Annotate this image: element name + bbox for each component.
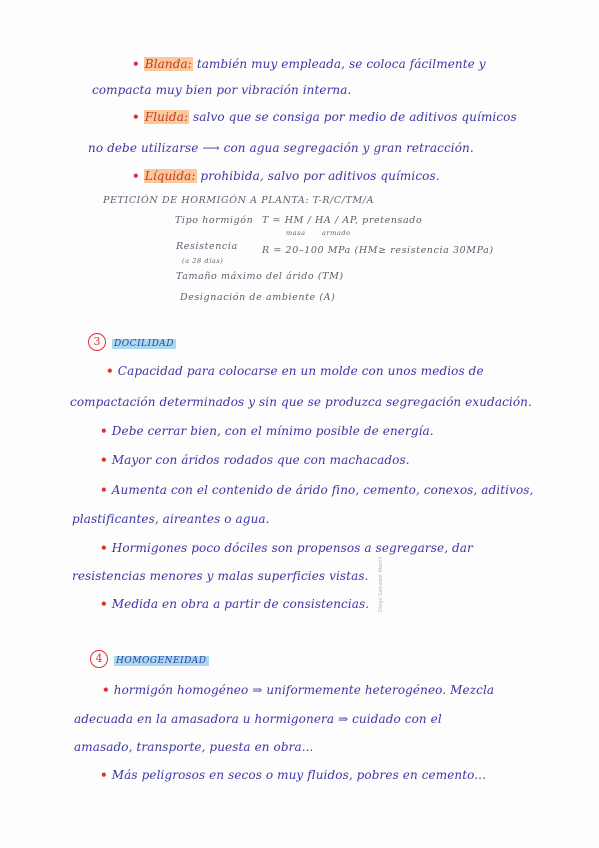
consistency-item-liquida [132, 170, 440, 182]
bullet-icon: • [100, 424, 108, 438]
section-title: DOCILIDAD [114, 338, 174, 349]
petition-row-label: Tipo hormigón [175, 215, 254, 226]
petition-row-value: T = HM / HA / AP, pretensado [262, 215, 423, 226]
section-number: 3 [88, 333, 106, 351]
section-line: adecuada en la amasadora u hormigonera ⇒ cuidado con el [74, 712, 442, 726]
section-line: compactación determinados y sin que se produzca segregación exudación. [70, 395, 532, 409]
consistency-label: Líquida: [144, 169, 196, 183]
section-line: resistencias menores y malas superficies vistas. [72, 569, 369, 583]
section-line: • Aumenta con el contenido de árido fino, cemento, conexos, aditivos, [100, 483, 534, 497]
section-heading-homogeneidad [90, 650, 209, 668]
section-line: • Medida en obra a partir de consistencias. [100, 597, 370, 611]
section-line: • Más peligrosos en secos o muy fluidos, pobres en cemento... [100, 768, 487, 782]
consistency-label: Blanda: [144, 57, 192, 71]
bullet-icon: • [100, 541, 108, 555]
consistency-continuation: compacta muy bien por vibración interna. [92, 83, 352, 97]
consistency-label: Fluida: [144, 110, 189, 124]
bullet-icon: • [132, 57, 140, 71]
section-title: HOMOGENEIDAD [116, 655, 207, 666]
margin-note: Diego Salvador Martín [378, 556, 384, 612]
section-line: • Hormigones poco dóciles son propensos a segregarse, dar [100, 541, 473, 555]
section-line: • Mayor con áridos rodados que con machacados. [100, 453, 410, 467]
bullet-icon: • [132, 110, 140, 124]
section-number: 4 [90, 650, 108, 668]
section-line: amasado, transporte, puesta en obra... [74, 740, 314, 754]
consistency-continuation: no debe utilizarse ⟶ con agua segregación y gran retracción. [88, 141, 474, 155]
section-line: • Debe cerrar bien, con el mínimo posible de energía. [100, 424, 434, 438]
consistency-text: prohibida, salvo por aditivos químicos. [196, 169, 440, 183]
section-heading-docilidad [88, 333, 176, 351]
petition-note-dias: (a 28 días) [182, 257, 224, 265]
bullet-icon: • [100, 597, 108, 611]
petition-heading: PETICIÓN DE HORMIGÓN A PLANTA: T-R/C/TM/A [103, 195, 375, 206]
consistency-text: salvo que se consiga por medio de aditivos químicos [189, 110, 517, 124]
petition-note-masa: masa [286, 229, 306, 237]
bullet-icon: • [102, 683, 110, 697]
bullet-icon: • [106, 364, 114, 378]
bullet-icon: • [100, 483, 108, 497]
consistency-text: también muy empleada, se coloca fácilmente y [192, 57, 486, 71]
petition-row-value: R = 20–100 MPa (HM≥ resistencia 30MPa) [262, 245, 494, 256]
petition-note-armado: armado [322, 229, 351, 237]
petition-row-label: Tamaño máximo del árido (TM) [176, 271, 344, 282]
bullet-icon: • [132, 169, 140, 183]
petition-row-label: Designación de ambiente (A) [180, 292, 336, 303]
bullet-icon: • [100, 453, 108, 467]
petition-row-label: Resistencia [176, 241, 238, 252]
bullet-icon: • [100, 768, 108, 782]
section-line: • Capacidad para colocarse en un molde con unos medios de [106, 364, 484, 378]
consistency-item-fluida [132, 111, 517, 123]
section-line: • hormigón homogéneo ⇒ uniformemente heterogéneo. Mezcla [102, 683, 495, 697]
section-line: plastificantes, aireantes o agua. [72, 512, 270, 526]
consistency-item-blanda [132, 58, 486, 70]
